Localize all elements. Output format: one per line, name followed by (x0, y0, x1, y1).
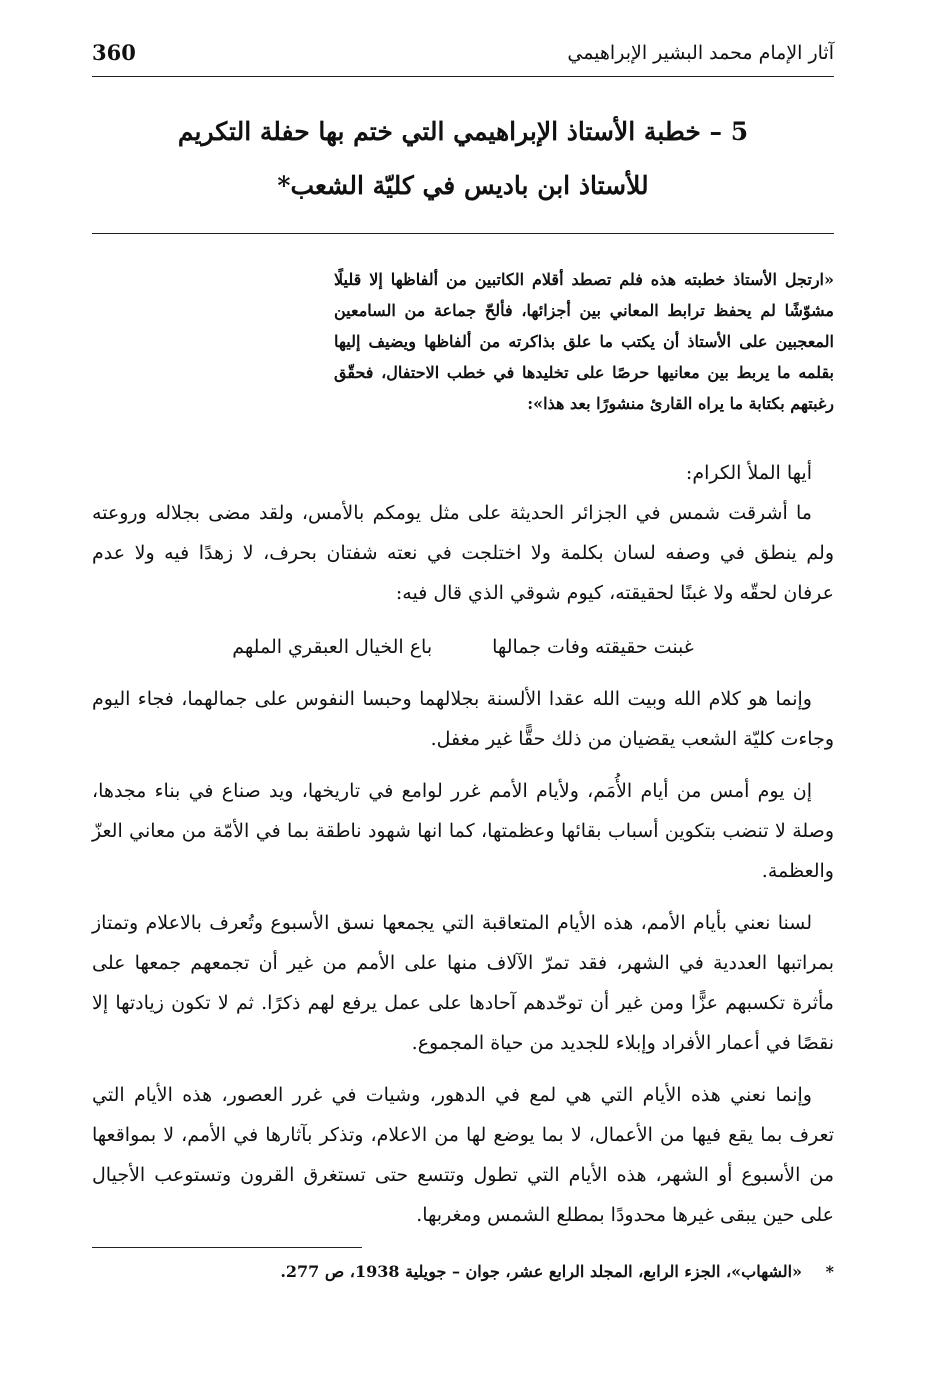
footnote-text: «الشهاب»، الجزء الرابع، المجلد الرابع عشر، جوان – جويلية 1938، ص 277. (280, 1262, 803, 1281)
running-title: آثار الإمام محمد البشير الإبراهيمي (567, 42, 834, 64)
paragraph-3: إن يوم أمس من أيام الأُمَم، ولأيام الأمم غرر لوامع في تاريخها، ويد صناع في بناء مجدها، وصلة لا تنضب بتكوين أسباب بقائها وعظمتها، كما انها شهود ناطقة بما في الأمّة من معاني العزّ والعظمة. (92, 780, 834, 882)
paragraph-4: لسنا نعني بأيام الأمم، هذه الأيام المتعاقبة التي يجمعها نسق الأسبوع وتُعرف بالاعلام وتمتاز بمراتبها العددية في الشهر، فقد تمرّ الآلاف منها على الأمم من غير أن تجمعهم جمعها على مأثرة تكسبهم عزًّا ومن غير أن توحّدهم آحادها على عمل يرفع لهم ذكرًا. ثم لا تكون زيادتها إلا نقصًا في أعمار الأفراد وإبلاء للجديد من حياة المجموع. (92, 912, 834, 1054)
chapter-title (92, 105, 834, 213)
title-divider (92, 233, 834, 234)
salutation: أيها الملأ الكرام: (685, 462, 812, 484)
poetry-verse (92, 627, 834, 667)
verse-second-hemistich: باع الخيال العبقري الملهم (232, 636, 433, 658)
intro-note: «ارتجل الأستاذ خطبته هذه فلم تصطد أقلام الكاتبين من ألفاظها إلا قليلًا مشوّشًا لم يحفظ ترابط المعاني بين أجزائها، فألحّ جماعة من السامعين المعجبين على الأستاذ أن يكتب ما علق بذاكرته من ألفاظها ويضيف إليها بقلمه ما يربط بين معانيها حرصًا على تخليدها في خطب الاحتفال، فحقّق رغبتهم بكتابة ما يراه القارئ منشورًا بعد هذا»: (334, 270, 834, 413)
chapter-title-line-1: 5 – خطبة الأستاذ الإبراهيمي التي ختم بها حفلة التكريم (177, 117, 749, 146)
book-page (92, 38, 834, 1281)
running-header (92, 38, 834, 77)
footnote-marker: * (825, 1262, 834, 1281)
footnote-divider (92, 1247, 362, 1248)
paragraph-2: وإنما هو كلام الله وبيت الله عقدا الألسنة بجلالهما وحبسا النفوس على جمالهما، فجاء اليوم وجاءت كليّة الشعب يقضيان من ذلك حقًّا غير مغفل. (92, 688, 834, 750)
footnote (92, 1262, 834, 1281)
body-text (92, 453, 834, 1235)
page-number: 360 (92, 40, 136, 65)
paragraph-1: ما أشرقت شمس في الجزائر الحديثة على مثل يومكم بالأمس، ولقد مضى بجلاله وروعته ولم ينطق في وصفه لسان بكلمة ولا اختلجت في نعته شفتان بحرف، لا زهدًا فيه ولا عدم عرفان لحقّه ولا غبنًا لحقيقته، كيوم شوقي الذي قال فيه: (92, 502, 834, 604)
paragraph-5: وإنما نعني هذه الأيام التي هي لمع في الدهور، وشيات في غرر العصور، هذه الأيام التي تعرف بما يقع فيها من الأعمال، لا بما يوضع لها من الاعلام، وتذكر بآثارها في الأمم، لا بمواقعها من الأسبوع أو الشهر، هذه الأيام التي تطول وتتسع حتى تستغرق القرون وتستوعب الأجيال على حين يبقى غيرها محدودًا بمطلع الشمس ومغربها. (92, 1084, 834, 1226)
chapter-title-line-2: للأستاذ ابن باديس في كليّة الشعب* (277, 171, 649, 200)
verse-first-hemistich: غبنت حقيقته وفات جمالها (492, 636, 694, 658)
